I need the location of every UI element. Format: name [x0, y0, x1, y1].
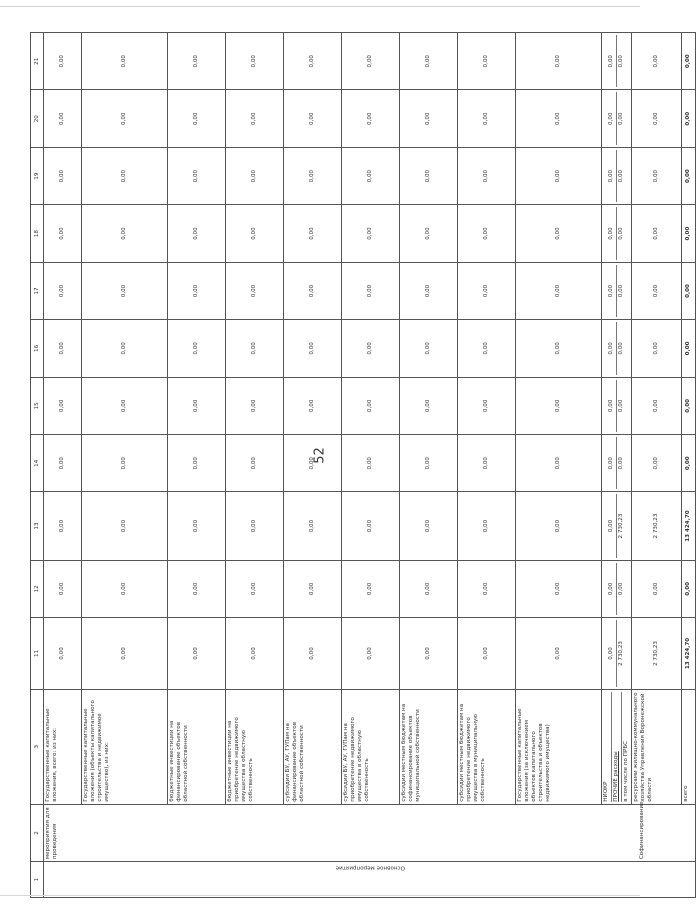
niokr-value: 0,00: [607, 647, 614, 660]
value-cell: 0,00: [168, 262, 226, 319]
value-cell: 0,00: [226, 377, 284, 434]
prbs-label: в том числе по ПРБС: [621, 692, 630, 802]
value-cell: 0,00: [168, 560, 226, 617]
value-cell: 0,00: [458, 618, 516, 690]
value-cell: 0,00: [284, 320, 342, 377]
value-cell: 0,00: [284, 262, 342, 319]
value-cell: 0,00: [82, 377, 168, 434]
value-cell: [602, 205, 632, 262]
value-cell: 0,00: [400, 33, 458, 91]
value-cell: 0,00: [681, 320, 695, 377]
value-cell: 0,00: [400, 618, 458, 690]
value-cell: 0,00: [168, 33, 226, 91]
value-cell: 0,00: [631, 90, 681, 147]
value-cell: 0,00: [284, 205, 342, 262]
value-cell: 0,00: [342, 377, 400, 434]
value-cell: 0,00: [82, 147, 168, 204]
value-cell: 0,00: [458, 262, 516, 319]
row-description: всего: [681, 689, 695, 804]
niokr-value: 0,00: [607, 284, 614, 298]
value-cell: 0,00: [400, 560, 458, 617]
value-cell: 0,00: [44, 33, 82, 91]
header-cell: 2: [31, 804, 44, 861]
value-cell: 0,00: [168, 90, 226, 147]
niokr-value: 0,00: [607, 169, 614, 183]
header-cell: 20: [31, 90, 44, 147]
value-cell: 0,00: [631, 320, 681, 377]
niokr-label: НИОКР: [603, 781, 609, 802]
value-cell: 0,00: [342, 618, 400, 690]
row-description: бюджетные инвестиции на приобретение недвижимого имущества в областную собственность: [226, 689, 284, 804]
value-cell: 0,00: [458, 377, 516, 434]
value-cell: 0,00: [284, 435, 342, 492]
value-cell: 0,00: [681, 377, 695, 434]
value-cell: 0,00: [458, 320, 516, 377]
value-cell: 0,00: [342, 205, 400, 262]
value-cell: 0,00: [44, 618, 82, 690]
value-cell: 0,00: [516, 147, 602, 204]
niokr-value: 0,00: [607, 55, 614, 68]
value-cell: 0,00: [400, 320, 458, 377]
value-cell: 0,00: [342, 33, 400, 91]
activity-type-cell: [44, 862, 696, 898]
value-cell: 0,00: [631, 377, 681, 434]
header-row: [31, 33, 44, 898]
value-cell: 0,00: [342, 262, 400, 319]
measure-title: мероприятия для проведения: [45, 807, 58, 860]
table-row: [44, 33, 82, 898]
bottom-rule: [0, 895, 640, 896]
header-cell: 3: [31, 689, 44, 804]
value-cell: 0,00: [44, 560, 82, 617]
niokr-value: 0,00: [607, 582, 614, 596]
value-cell: 0,00: [516, 90, 602, 147]
value-cell: [602, 90, 632, 147]
value-cell: 0,00: [44, 205, 82, 262]
table-row: [681, 33, 695, 898]
value-cell: 0,00: [342, 320, 400, 377]
value-cell: 0,00: [44, 262, 82, 319]
value-cell: [602, 618, 632, 690]
value-cell: 0,00: [44, 147, 82, 204]
value-cell: 13 424,70: [681, 618, 695, 690]
value-cell: 0,00: [82, 435, 168, 492]
value-cell: 0,00: [516, 618, 602, 690]
table-row: [226, 33, 284, 898]
value-cell: 0,00: [226, 205, 284, 262]
value-cell: 0,00: [226, 33, 284, 91]
value-cell: 0,00: [82, 320, 168, 377]
value-cell: 2 730,23: [631, 492, 681, 560]
header-cell: 17: [31, 262, 44, 319]
value-cell: 0,00: [631, 262, 681, 319]
value-cell: 0,00: [82, 560, 168, 617]
other-expenses-value: 0,00: [616, 563, 625, 615]
row-description: Государственные капитальные вложения (за исключением объектов капитального строительства и объектов недвижимого имущества): [516, 689, 602, 804]
measure-cell: [44, 801, 696, 861]
budget-table: [30, 32, 696, 898]
header-cell: 21: [31, 33, 44, 91]
value-cell: 0,00: [226, 90, 284, 147]
value-cell: 0,00: [168, 377, 226, 434]
table-row: [82, 33, 168, 898]
value-cell: 0,00: [400, 492, 458, 560]
rotated-page: [30, 32, 691, 898]
value-cell: 0,00: [681, 560, 695, 617]
value-cell: 0,00: [82, 90, 168, 147]
value-cell: [602, 435, 632, 492]
value-cell: 0,00: [168, 147, 226, 204]
header-cell: 16: [31, 320, 44, 377]
value-cell: 0,00: [168, 435, 226, 492]
value-cell: 0,00: [681, 90, 695, 147]
value-cell: 0,00: [681, 205, 695, 262]
value-cell: 0,00: [44, 435, 82, 492]
value-cell: 0,00: [400, 435, 458, 492]
row-description: бюджетные инвестиции на финансирование объектов областной собственности: [168, 689, 226, 804]
value-cell: 0,00: [226, 320, 284, 377]
niokr-value: 0,00: [607, 519, 614, 533]
other-expenses-value: 0,00: [616, 35, 625, 88]
value-cell: 0,00: [516, 33, 602, 91]
value-cell: 0,00: [342, 492, 400, 560]
niokr-value: 0,00: [607, 399, 614, 413]
value-cell: 0,00: [516, 492, 602, 560]
value-cell: 0,00: [516, 560, 602, 617]
row-description: Государственные капитальные вложения (объекты капитального строительства и недвижимое имущество), из них:: [82, 689, 168, 804]
table-row: [400, 33, 458, 898]
value-cell: 0,00: [284, 560, 342, 617]
value-cell: 0,00: [82, 492, 168, 560]
value-cell: 0,00: [458, 492, 516, 560]
header-cell: 12: [31, 560, 44, 617]
value-cell: 0,00: [226, 618, 284, 690]
table-row: [284, 33, 342, 898]
other-expenses-value: 0,00: [616, 265, 625, 317]
value-cell: 0,00: [516, 377, 602, 434]
value-cell: 0,00: [82, 618, 168, 690]
value-cell: 0,00: [458, 90, 516, 147]
value-cell: 0,00: [400, 147, 458, 204]
row-description: субсидии местным бюджетам на софинансирование объектов муниципальной собственности: [400, 689, 458, 804]
value-cell: 0,00: [44, 492, 82, 560]
header-cell: 1: [31, 862, 44, 898]
value-cell: 0,00: [226, 560, 284, 617]
value-cell: 0,00: [458, 33, 516, 91]
value-cell: [602, 320, 632, 377]
table-row: [631, 33, 681, 898]
value-cell: 0,00: [516, 262, 602, 319]
header-cell: 11: [31, 618, 44, 690]
table-row: [168, 33, 226, 898]
value-cell: 0,00: [516, 435, 602, 492]
value-cell: 0,00: [82, 262, 168, 319]
header-cell: 14: [31, 435, 44, 492]
value-cell: [602, 377, 632, 434]
value-cell: 0,00: [631, 205, 681, 262]
value-cell: 0,00: [631, 147, 681, 204]
row-description: субсидии местным бюджетам на приобретение недвижимого имущества в муниципальную собственность: [458, 689, 516, 804]
value-cell: 0,00: [226, 435, 284, 492]
value-cell: 0,00: [400, 205, 458, 262]
value-cell: 0,00: [681, 435, 695, 492]
value-cell: [602, 33, 632, 91]
value-cell: [602, 560, 632, 617]
header-cell: 13: [31, 492, 44, 560]
value-cell: 0,00: [284, 90, 342, 147]
value-cell: 0,00: [458, 147, 516, 204]
value-cell: 0,00: [168, 618, 226, 690]
row-description: Государственные капитальные вложения, всего: из них:: [44, 689, 82, 804]
value-cell: 0,00: [400, 262, 458, 319]
value-cell: 0,00: [168, 205, 226, 262]
other-expenses-value: 0,00: [616, 207, 625, 259]
header-cell: 15: [31, 377, 44, 434]
table-row: [516, 33, 602, 898]
value-cell: 0,00: [168, 492, 226, 560]
value-cell: 0,00: [342, 435, 400, 492]
page-number: 52: [312, 447, 328, 464]
value-cell: 0,00: [226, 147, 284, 204]
value-cell: 0,00: [342, 147, 400, 204]
value-cell: 0,00: [284, 492, 342, 560]
value-cell: 0,00: [631, 33, 681, 91]
niokr-value: 0,00: [607, 227, 614, 240]
value-cell: 0,00: [458, 435, 516, 492]
other-expenses-value: 0,00: [616, 150, 625, 202]
value-cell: 0,00: [400, 377, 458, 434]
other-expenses-value: 0,00: [616, 93, 625, 145]
value-cell: [602, 262, 632, 319]
top-rule: [0, 6, 640, 7]
value-cell: 0,00: [44, 320, 82, 377]
value-cell: 2 730,23: [631, 618, 681, 690]
row-description: ресурсами жилищно-коммунального хозяйства Управления Воронежской области: [631, 689, 681, 804]
value-cell: 0,00: [516, 320, 602, 377]
value-cell: 0,00: [458, 560, 516, 617]
value-cell: 0,00: [284, 147, 342, 204]
value-cell: [602, 492, 632, 560]
table-row: [342, 33, 400, 898]
value-cell: 0,00: [226, 492, 284, 560]
value-cell: [602, 147, 632, 204]
value-cell: 0,00: [44, 377, 82, 434]
table-row: [458, 33, 516, 898]
other-expenses-value: 0,00: [616, 380, 625, 432]
activity-type-label: Основное мероприятие: [334, 865, 405, 872]
value-cell: 0,00: [458, 205, 516, 262]
niokr-value: 0,00: [607, 112, 614, 125]
value-cell: 13 424,70: [681, 492, 695, 560]
value-cell: 0,00: [226, 262, 284, 319]
value-cell: 0,00: [284, 618, 342, 690]
value-cell: 0,00: [82, 205, 168, 262]
value-cell: 0,00: [516, 205, 602, 262]
niokr-label-cell: [602, 689, 632, 804]
value-cell: 0,00: [82, 33, 168, 91]
other-expenses-value: 2 730,23: [616, 494, 625, 557]
value-cell: 0,00: [168, 320, 226, 377]
table-row: [602, 33, 632, 898]
value-cell: 0,00: [44, 90, 82, 147]
value-cell: 0,00: [681, 147, 695, 204]
value-cell: 0,00: [400, 90, 458, 147]
other-expenses-value: 0,00: [616, 322, 625, 374]
header-cell: 19: [31, 147, 44, 204]
value-cell: 0,00: [631, 560, 681, 617]
row-description: субсидии БУ, АУ, ГУПам на финансирование объектов областной собственности: [284, 689, 342, 804]
niokr-value: 0,00: [607, 342, 614, 355]
value-cell: 0,00: [342, 90, 400, 147]
value-cell: 0,00: [284, 377, 342, 434]
value-cell: 0,00: [681, 262, 695, 319]
niokr-value: 0,00: [607, 457, 614, 470]
header-cell: 18: [31, 205, 44, 262]
cofinancing-label: Софинансирование: [638, 801, 645, 860]
other-expenses-value: 2 730,23: [616, 620, 625, 687]
other-expenses-value: 0,00: [616, 437, 625, 489]
value-cell: 0,00: [681, 33, 695, 91]
value-cell: 0,00: [284, 33, 342, 91]
value-cell: 0,00: [342, 560, 400, 617]
value-cell: 0,00: [631, 435, 681, 492]
other-expenses-label: ПРОЧИЕ расходы: [611, 692, 620, 802]
row-description: субсидии БУ, АУ, ГУПам на приобретение недвижимого имущества в областную собственность: [342, 689, 400, 804]
